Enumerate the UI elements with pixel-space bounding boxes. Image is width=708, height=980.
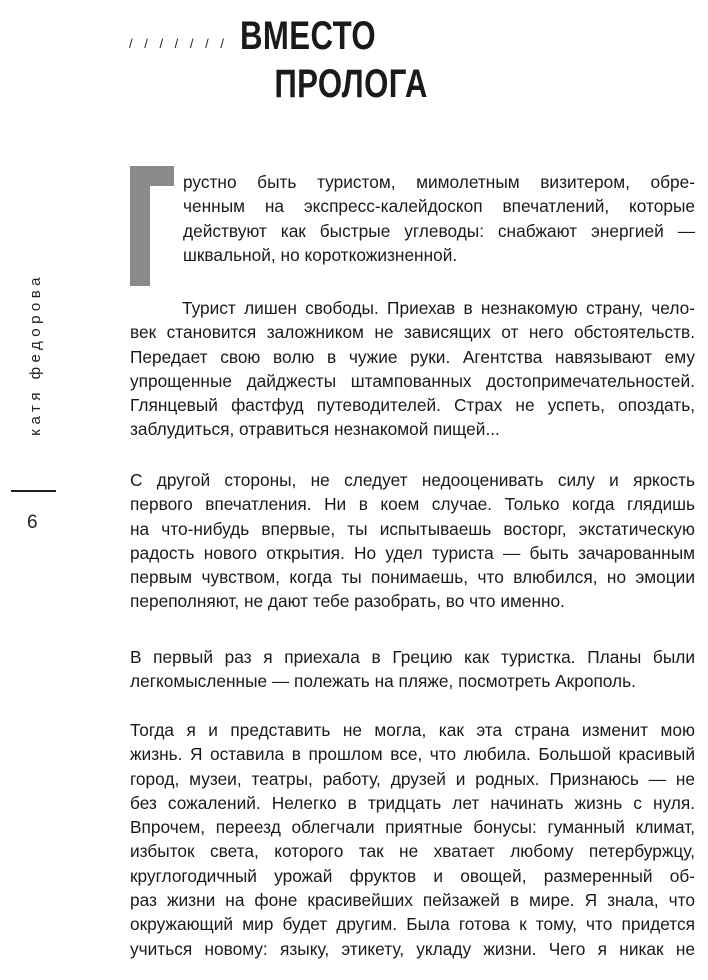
drop-cap: [130, 166, 174, 286]
running-head-author: [23, 238, 47, 470]
text-line: Передает свою волю в чужие руки. Агентства навязывают ему: [130, 346, 695, 367]
author-name: катя федорова: [26, 272, 44, 436]
chapter-title: [240, 12, 428, 108]
text-line: шквальной, но короткожизненной.: [183, 244, 458, 265]
text-line: раз жизни на фоне красивейших пейзажей в мире. Я знала, что: [130, 890, 695, 911]
paragraph-5: [130, 718, 695, 961]
side-rule-divider: [11, 490, 56, 492]
text-line: радость нового открытия. Но удел туриста — быть зачарованным: [130, 542, 695, 563]
text-line: действуют как быстрые углеводы: снабжают энергией —: [183, 220, 695, 241]
text-line: Впрочем, переезд облегчали приятные бонусы: гуманный климат,: [130, 817, 695, 838]
text-line: век становится заложником не зависящих от него обстоятельств.: [130, 322, 695, 343]
text-line: рустно быть туристом, мимолетным визитером, обре-: [183, 172, 695, 192]
text-line: легкомысленные — полежать на пляже, посмотреть Акрополь.: [130, 671, 636, 692]
text-line: без сожалений. Нелегко в тридцать лет начинать жизнь с нуля.: [130, 792, 695, 813]
text-line: первым чувством, когда ты понимаешь, что влюбился, но эмоции: [130, 567, 695, 588]
paragraph-1: [183, 170, 695, 267]
text-line: избыток света, которого так не хватает любому петербуржцу,: [130, 841, 695, 862]
text-line: город, музеи, театры, работу, друзей и родных. Признаюсь — не: [130, 768, 695, 789]
text-line: С другой стороны, не следует недооценивать силу и яркость: [130, 470, 695, 490]
paragraph-4: [130, 645, 695, 694]
text-line: В первый раз я приехала в Грецию как туристка. Планы были: [130, 647, 695, 667]
paragraph-3: [130, 468, 695, 614]
text-line: жизнь. Я оставила в прошлом все, что любила. Большой красивый: [130, 744, 695, 765]
text-line: круглогодичный урожай фруктов и овощей, размеренный об-: [130, 865, 695, 886]
paragraph-2: [130, 296, 695, 442]
chapter-title-line-2: ПРОЛОГА: [274, 62, 428, 106]
text-line: заблудиться, отравиться незнакомой пищей...: [130, 419, 500, 440]
text-line: первого впечатления. Ни в коем случае. Только когда глядишь: [130, 494, 695, 515]
header-slashes: / / / / / / /: [129, 36, 228, 51]
drop-cap-stem: [130, 166, 150, 286]
text-line: на что-нибудь впервые, ты испытываешь восторг, экстатическую: [130, 518, 695, 539]
text-line: упрощенные дайджесты штампованных достопримечательностей.: [130, 370, 695, 391]
text-line: Глянцевый фастфуд путеводителей. Страх не успеть, опоздать,: [130, 395, 695, 416]
text-line: Тогда я и представить не могла, как эта страна изменит мою: [130, 720, 695, 740]
text-line: окружающий мир будет другим. Была готова к тому, что придется: [130, 914, 695, 935]
text-line: учиться новому: языку, этикету, укладу жизни. Чего я никак не: [130, 938, 695, 959]
chapter-title-line-1: ВМЕСТО: [240, 14, 376, 58]
text-line: ченным на экспресс-калейдоскоп впечатлений, которые: [183, 196, 695, 217]
text-line: переполняют, не дают тебе разобрать, во что именно.: [130, 591, 565, 612]
page-number: 6: [27, 512, 38, 533]
text-line: Турист лишен свободы. Приехав в незнакомую страну, чело-: [182, 298, 695, 318]
